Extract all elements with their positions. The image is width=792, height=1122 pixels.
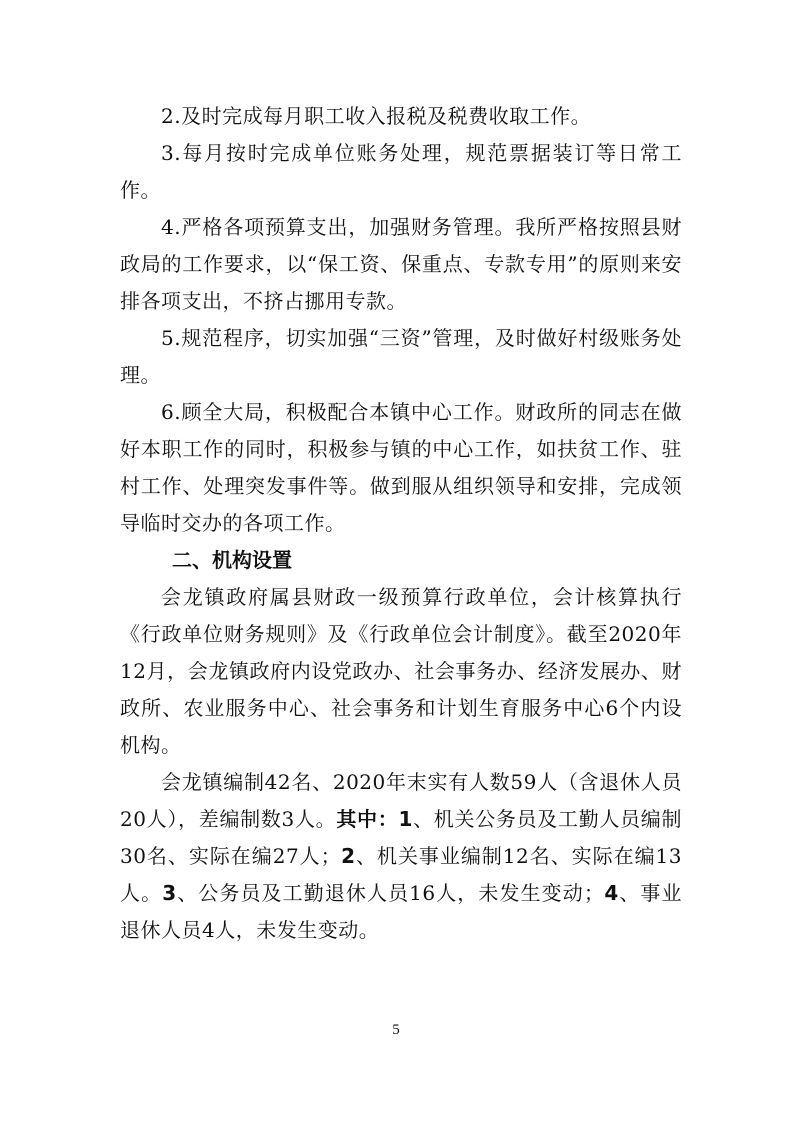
staff-intro: 会龙镇编制42名、2020年末实有人数59人（含退休人员20人），差编制数3人。 xyxy=(120,770,682,831)
duty-item-3: 3.每月按时完成单位账务处理，规范票据装订等日常工作。 xyxy=(120,141,682,202)
duty-item-2: 2.及时完成每月职工收入报税及税费收取工作。 xyxy=(161,104,592,128)
staff-item-number: 3 xyxy=(162,881,177,905)
staff-item-text: 、机关事业编制12名、实际在编13人。 xyxy=(120,844,682,905)
document-body xyxy=(120,98,682,949)
org-paragraph: 会龙镇政府属县财政一级预算行政单位，会计核算执行《行政单位财务规则》及《行政单位会计制度》。截至2020年12月，会龙镇政府内设党政办、社会事务办、经济发展办、财政所、农业服务中心、社会事务和计划生育服务中心6个内设机构。 xyxy=(120,585,682,757)
page-number: 5 xyxy=(392,1022,400,1038)
duty-item-6: 6.顾全大局，积极配合本镇中心工作。财政所的同志在做好本职工作的同时，积极参与镇的中心工作，如扶贫工作、驻村工作、处理突发事件等。做到服从组织领导和安排，完成领导临时交办的各项工作。 xyxy=(120,400,682,535)
staff-label-among: 其中： xyxy=(336,807,399,831)
section-heading: 二、机构设置 xyxy=(172,548,292,572)
staff-item-text: 、事业退休人员4人，未发生变动。 xyxy=(120,881,683,942)
staff-item-text: 、机关公务员及工勤人员编制30名、实际在编27人； xyxy=(120,807,683,868)
staff-item-text: 、公务员及工勤退休人员16人，未发生变动； xyxy=(176,881,605,905)
staff-item-number: 2 xyxy=(341,844,356,868)
staff-paragraph xyxy=(120,764,682,949)
staff-item-number: 4 xyxy=(604,881,619,905)
staff-item-number: 1 xyxy=(398,807,413,831)
duty-item-4: 4.严格各项预算支出，加强财务管理。我所严格按照县财政局的工作要求，以“保工资、保重点、专款专用”的原则来安排各项支出，不挤占挪用专款。 xyxy=(120,215,682,313)
duty-item-5: 5.规范程序，切实加强“三资”管理，及时做好村级账务处理。 xyxy=(120,326,682,387)
